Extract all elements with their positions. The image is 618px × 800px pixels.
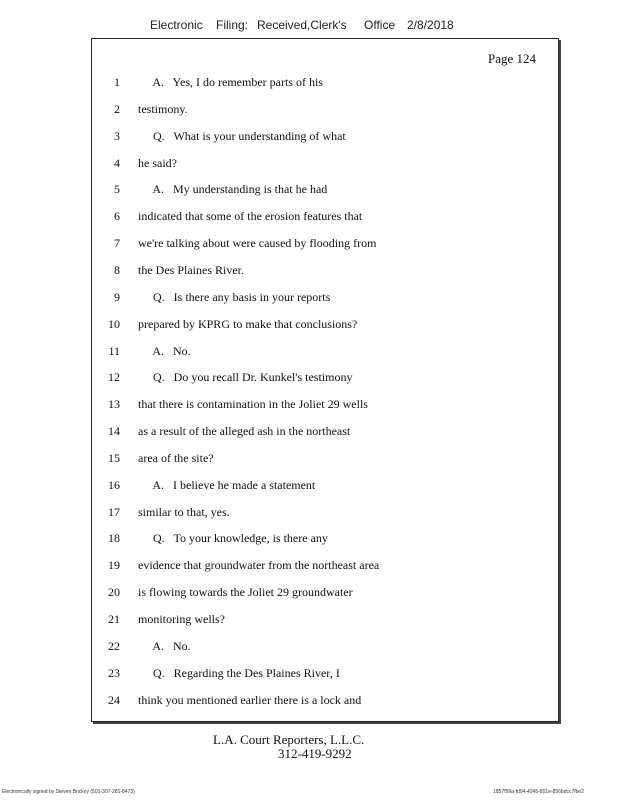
line-number: 5 bbox=[114, 182, 120, 196]
line-number: 16 bbox=[108, 478, 120, 492]
footer-phone: 312-419-9292 bbox=[278, 746, 352, 761]
line-number: 24 bbox=[108, 693, 120, 707]
line-text: the Des Plaines River. bbox=[138, 263, 244, 277]
line-number: 4 bbox=[114, 156, 120, 170]
filing-header-word: Filing: bbox=[216, 18, 249, 32]
document-hash: 1857f99a-fd04-4245-801e-856bdcc7fbe2 bbox=[493, 789, 584, 795]
filing-header-word: Received,Clerk's bbox=[257, 18, 347, 32]
line-number: 6 bbox=[114, 209, 120, 223]
line-text: Q. What is your understanding of what bbox=[138, 129, 346, 143]
line-text: Q. Do you recall Dr. Kunkel's testimony bbox=[138, 370, 353, 384]
line-text: testimony. bbox=[138, 102, 188, 116]
transcript-page bbox=[91, 38, 559, 722]
line-text: A. My understanding is that he had bbox=[138, 182, 328, 196]
filing-header-word: Office bbox=[364, 18, 396, 32]
page-number: Page 124 bbox=[487, 51, 536, 66]
line-number: 19 bbox=[108, 558, 120, 572]
line-number: 3 bbox=[114, 129, 120, 143]
filing-header-word: 2/8/2018 bbox=[407, 18, 454, 32]
line-text: Q. Is there any basis in your reports bbox=[138, 290, 331, 304]
line-number: 17 bbox=[108, 505, 120, 519]
filing-header bbox=[150, 18, 470, 36]
line-number: 15 bbox=[108, 451, 120, 465]
line-number: 14 bbox=[108, 424, 120, 438]
line-number: 2 bbox=[114, 102, 120, 116]
line-text: is flowing towards the Joliet 29 groundwater bbox=[138, 585, 353, 599]
line-text: indicated that some of the erosion features that bbox=[138, 209, 363, 223]
filing-header-word: Electronic bbox=[150, 18, 203, 32]
line-number: 20 bbox=[108, 585, 120, 599]
line-number: 7 bbox=[114, 236, 120, 250]
line-text: we're talking about were caused by flooding from bbox=[138, 236, 377, 250]
line-text: area of the site? bbox=[138, 451, 214, 465]
line-number: 1 bbox=[114, 75, 120, 89]
line-text: evidence that groundwater from the northeast area bbox=[138, 558, 380, 572]
line-text: A. No. bbox=[138, 639, 191, 653]
line-text: he said? bbox=[138, 156, 177, 170]
line-text: as a result of the alleged ash in the northeast bbox=[138, 424, 351, 438]
line-number: 12 bbox=[108, 370, 120, 384]
line-text: that there is contamination in the Joliet 29 wells bbox=[138, 397, 368, 411]
line-text: Q. Regarding the Des Plaines River, I bbox=[138, 666, 340, 680]
line-number: 9 bbox=[114, 290, 120, 304]
line-text: A. Yes, I do remember parts of his bbox=[138, 75, 323, 89]
line-text: Q. To your knowledge, is there any bbox=[138, 531, 328, 545]
line-text: similar to that, yes. bbox=[138, 505, 230, 519]
line-text: think you mentioned earlier there is a lock and bbox=[138, 693, 362, 707]
line-number: 21 bbox=[108, 612, 120, 626]
line-number: 11 bbox=[108, 344, 120, 358]
line-number: 8 bbox=[114, 263, 120, 277]
line-text: monitoring wells? bbox=[138, 612, 225, 626]
line-number: 13 bbox=[108, 397, 120, 411]
line-text: A. No. bbox=[138, 344, 191, 358]
line-number: 23 bbox=[108, 666, 120, 680]
line-text: A. I believe he made a statement bbox=[138, 478, 316, 492]
line-number: 18 bbox=[108, 531, 120, 545]
line-number: 10 bbox=[108, 317, 120, 331]
electronic-signature: Electronically signed by Steven Brickey (501-307-281-8473) bbox=[2, 789, 135, 795]
line-number: 22 bbox=[108, 639, 120, 653]
footer-company: L.A. Court Reporters, L.L.C. bbox=[213, 732, 365, 747]
line-text: prepared by KPRG to make that conclusions? bbox=[138, 317, 358, 331]
